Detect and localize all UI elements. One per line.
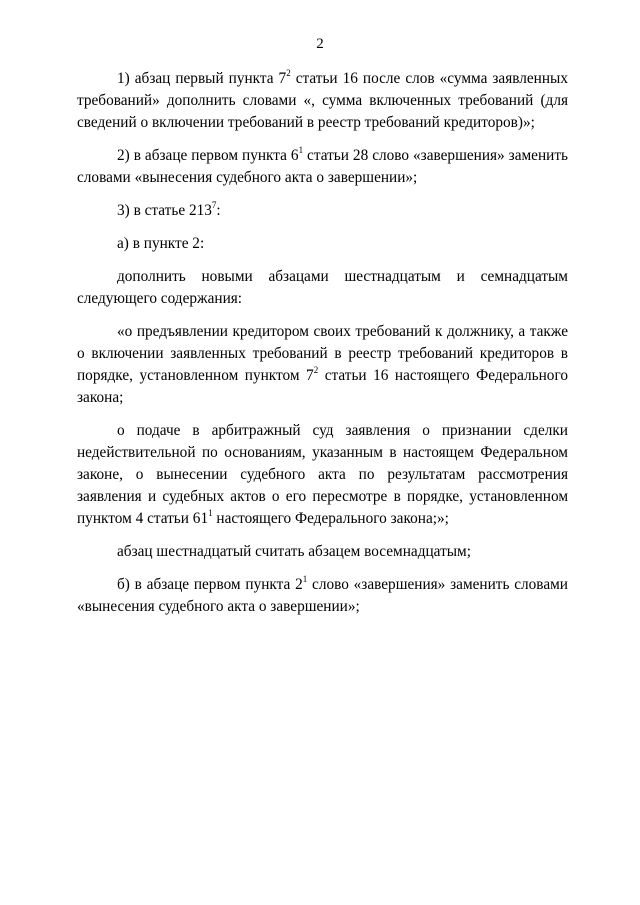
paragraph-3 <box>77 200 568 222</box>
paragraph-text-run: 3) в статье 213 <box>117 202 212 219</box>
paragraph-text-run: а) в пункте 2: <box>117 235 205 252</box>
paragraph-text-run: «о предъявлении кредитором своих требований к должнику, а также о включении заявленных требований в реестр требований кредиторов в порядке, установленном пунктом 7 <box>77 323 568 384</box>
page-number: 2 <box>316 36 324 52</box>
paragraph-8 <box>77 541 568 563</box>
superscript-index: 1 <box>298 144 304 155</box>
paragraph-text-run: о подаче в арбитражный суд заявления о признании сделки недействительной по основаниям, указанным в настоящем Федеральном законе, о вынесении судебного акта по результатам рассмотрения заявления и судебных актов о его пересмотре в порядке, установленном пунктом 4 статьи 61 <box>77 422 568 527</box>
paragraph-1 <box>77 68 568 134</box>
paragraph-text-run: 1) абзац первый пункта 7 <box>117 70 287 87</box>
paragraph-text-run: 2) в абзаце первом пункта 6 <box>117 147 299 164</box>
paragraph-text-run: б) в абзаце первом пункта 2 <box>117 576 303 593</box>
paragraph-text-run: статьи 16 после слов «сумма заявленных требований» дополнить словами «, сумма включенных требований (для сведений о включении требований в реестр требований кредиторов)»; <box>77 70 568 131</box>
paragraph-text-run: статьи 28 слово «завершения» заменить словами «вынесения судебного акта о завершении»; <box>77 147 569 186</box>
paragraph-2 <box>77 145 568 189</box>
paragraph-text-run: дополнить новыми абзацами шестнадцатым и семнадцатым следующего содержания: <box>77 268 568 307</box>
paragraph-9 <box>77 574 568 618</box>
superscript-index: 2 <box>313 364 319 375</box>
paragraph-4 <box>77 233 568 255</box>
paragraph-6 <box>77 321 568 409</box>
paragraph-text-run: слово «завершения» заменить словами «вынесения судебного акта о завершении»; <box>77 576 568 615</box>
paragraph-text-run: абзац шестнадцатый считать абзацем восемнадцатым; <box>117 543 471 560</box>
superscript-index: 7 <box>211 199 217 210</box>
superscript-index: 2 <box>286 67 291 78</box>
paragraph-text-run: статьи 16 настоящего Федерального закона; <box>77 367 568 406</box>
document-body <box>77 68 568 629</box>
paragraph-text-run: : <box>216 202 221 219</box>
paragraph-7 <box>77 420 568 530</box>
paragraph-5 <box>77 266 568 310</box>
superscript-index: 1 <box>302 573 308 584</box>
paragraph-text-run: настоящего Федерального закона;»; <box>212 510 449 527</box>
superscript-index: 1 <box>208 507 213 518</box>
